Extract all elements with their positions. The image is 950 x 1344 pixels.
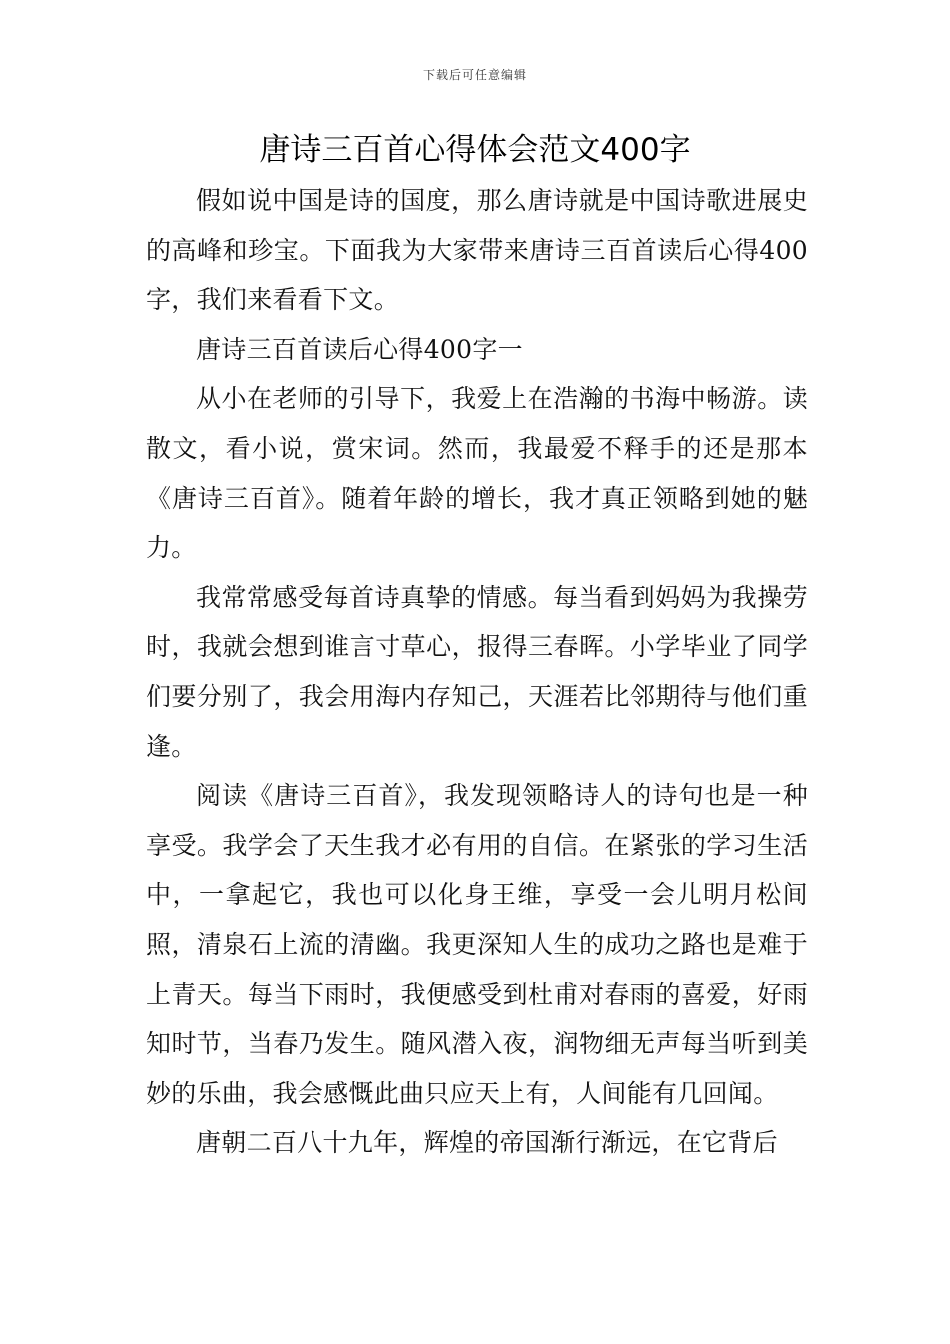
paragraph-intro: 假如说中国是诗的国度，那么唐诗就是中国诗歌进展史的高峰和珍宝。下面我为大家带来唐诗三百首读后心得400字，我们来看看下文。 [146, 186, 808, 315]
paragraph: 我常常感受每首诗真挚的情感。每当看到妈妈为我操劳时，我就会想到谁言寸草心，报得三春晖。小学毕业了同学们要分别了，我会用海内存知己，天涯若比邻期待与他们重逢。 [146, 582, 808, 761]
header-note: 下载后可任意编辑 [422, 68, 527, 82]
document-body [146, 176, 808, 1168]
paragraph: 从小在老师的引导下，我爱上在浩瀚的书海中畅游。读散文，看小说，赏宋词。然而，我最爱不释手的还是那本《唐诗三百首》。随着年龄的增长，我才真正领略到她的魅力。 [146, 384, 808, 563]
paragraph: 唐朝二百八十九年，辉煌的帝国渐行渐远，在它背后 [196, 1128, 778, 1158]
section-heading: 唐诗三百首读后心得400字一 [196, 334, 523, 364]
document-title: 唐诗三百首心得体会范文400字 [259, 132, 691, 168]
paragraph: 阅读《唐诗三百首》，我发现领略诗人的诗句也是一种享受。我学会了天生我才必有用的自信。在紧张的学习生活中，一拿起它，我也可以化身王维，享受一会儿明月松间照，清泉石上流的清幽。我更深知人生的成功之路也是难于上青天。每当下雨时，我便感受到杜甫对春雨的喜爱，好雨知时节，当春乃发生。随风潜入夜，润物细无声每当听到美妙的乐曲，我会感慨此曲只应天上有，人间能有几回闻。 [146, 781, 808, 1108]
